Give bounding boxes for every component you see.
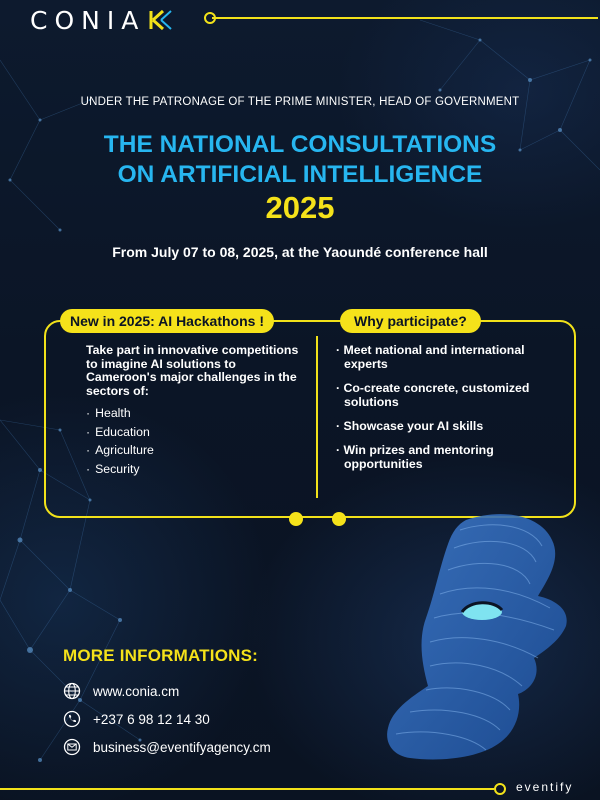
ai-face-illustration [370, 500, 600, 770]
phone-number: +237 6 98 12 14 30 [93, 711, 210, 727]
email-row [63, 737, 271, 757]
event-title [0, 130, 600, 190]
hackathon-section [86, 344, 306, 478]
eventify-logo: eventify [516, 780, 574, 794]
website-link[interactable]: www.conia.cm [93, 683, 180, 699]
reason-item: · Showcase your AI skills [336, 419, 562, 433]
reason-list [336, 343, 562, 471]
title-line-1: THE NATIONAL CONSULTATIONS [103, 131, 497, 158]
box-knob-right [332, 512, 346, 526]
hackathon-badge: New in 2025: AI Hackathons ! [60, 309, 274, 333]
sector-item: · Education [86, 423, 306, 442]
info-box-divider [316, 336, 318, 498]
reason-item: · Meet national and international experts [336, 343, 562, 371]
footer-line-dot [494, 783, 506, 795]
event-year: 2025 [265, 190, 335, 225]
phone-row [63, 709, 210, 729]
logo-text: CONIA [30, 5, 146, 35]
conia-logo [30, 6, 175, 34]
sector-item: · Security [86, 460, 306, 479]
patronage-text: UNDER THE PATRONAGE OF THE PRIME MINISTER, HEAD OF GOVERNMENT [80, 96, 520, 108]
header-line [212, 17, 598, 19]
reason-item: · Win prizes and mentoring opportunities [336, 443, 562, 471]
phone-icon [63, 710, 81, 728]
globe-icon [63, 682, 81, 700]
mail-icon [63, 738, 81, 756]
reason-item: · Co-create concrete, customized solutions [336, 381, 562, 409]
event-dates: From July 07 to 08, 2025, at the Yaoundé conference hall [112, 244, 488, 260]
more-info-heading: MORE INFORMATIONS: [63, 646, 258, 665]
participate-badge: Why participate? [340, 309, 481, 333]
participate-section [336, 343, 562, 481]
logo-mark-icon [149, 9, 175, 31]
sector-list [86, 404, 306, 478]
hackathon-intro: Take part in innovative competitions to imagine AI solutions to Cameroon's major challenges in the sectors of: [86, 343, 299, 398]
email-link[interactable]: business@eventifyagency.cm [93, 739, 271, 755]
box-knob-left [289, 512, 303, 526]
sector-item: · Health [86, 404, 306, 423]
sector-item: · Agriculture [86, 441, 306, 460]
footer-line [0, 788, 494, 790]
website-row [63, 681, 179, 701]
title-line-2: ON ARTIFICIAL INTELLIGENCE [117, 161, 483, 188]
